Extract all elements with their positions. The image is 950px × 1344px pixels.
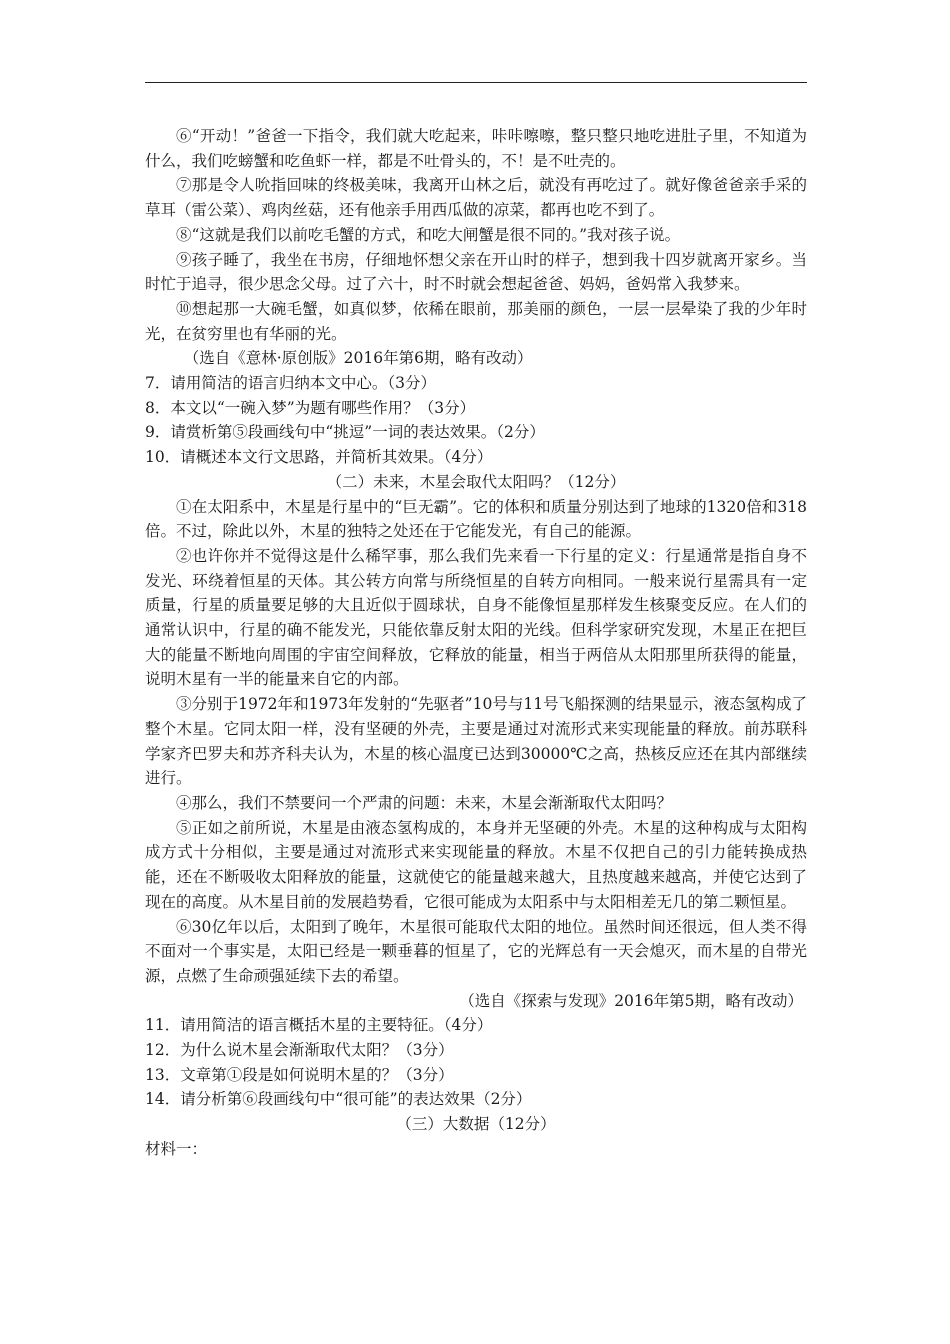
question: 10．请概述本文行文思路，并简析其效果。（4分） (145, 448, 493, 467)
question: 7．请用简洁的语言归纳本文中心。（3分） (145, 374, 436, 393)
paragraph: ①在太阳系中，木星是行星中的“巨无霸”。它的体积和质量分别达到了地球的1320倍和318倍。不过，除此以外，木星的独特之处还在于它能发光，有自己的能源。 (145, 497, 807, 541)
question: 13．文章第①段是如何说明木星的？（3分） (145, 1065, 454, 1084)
document-body (145, 124, 807, 1162)
question: 9．请赏析第⑤段画线句中“挑逗”一词的表达效果。（2分） (145, 423, 545, 442)
question: 8．本文以“一碗入梦”为题有哪些作用？（3分） (145, 398, 476, 417)
section-title: （三）大数据（12分） (396, 1115, 556, 1134)
paragraph: ②也许你并不觉得这是什么稀罕事，那么我们先来看一下行星的定义：行星通常是指自身不发光、环绕着恒星的天体。其公转方向常与所绕恒星的自转方向相同。一般来说行星需具有一定质量，行星的质量要足够的大且近似于圆球状，自身不能像恒星那样发生核聚变反应。在人们的通常认识中，行星的确不能发光，只能依靠反射太阳的光线。但科学家研究发现，木星正在把巨大的能量不断地向周围的宇宙空间释放，它释放的能量，相当于两倍从太阳那里所获得的能量，说明木星有一半的能量来自它的内部。 (145, 546, 807, 689)
question: 12．为什么说木星会渐渐取代太阳？（3分） (145, 1041, 454, 1060)
paragraph: ⑥30亿年以后，太阳到了晚年，木星很可能取代太阳的地位。虽然时间还很远，但人类不得不面对一个事实是，太阳已经是一颗垂暮的恒星了，它的光辉总有一天会熄灭，而木星的自带光源，点燃了生命顽强延续下去的希望。 (145, 917, 807, 985)
paragraph: ⑦那是令人吮指回味的终极美味，我离开山林之后，就没有再吃过了。就好像爸爸亲手采的草耳（雷公菜）、鸡肉丝菇，还有他亲手用西瓜做的凉菜，都再也吃不到了。 (145, 176, 807, 220)
question: 11．请用简洁的语言概括木星的主要特征。（4分） (145, 1016, 493, 1035)
paragraph: ⑩想起那一大碗毛蟹，如真似梦，依稀在眼前，那美丽的颜色，一层一层晕染了我的少年时光，在贫穷里也有华丽的光。 (145, 299, 807, 343)
section-title: （二）未来，木星会取代太阳吗？（12分） (326, 472, 626, 491)
paragraph: ⑤正如之前所说，木星是由液态氢构成的，本身并无坚硬的外壳。木星的这种构成与太阳构成方式十分相似，主要是通过对流形式来实现能量的释放。木星不仅把自己的引力能转换成热能，还在不断吸收太阳释放的能量，这就使它的能量越来越大，且热度越来越高，并使它达到了现在的高度。从木星目前的发展趋势看，它很可能成为太阳系中与太阳相差无几的第二颗恒星。 (145, 818, 807, 911)
paragraph: ⑧“这就是我们以前吃毛蟹的方式，和吃大闸蟹是很不同的。”我对孩子说。 (176, 225, 681, 244)
source-citation: （选自《意林·原创版》2016年第6期，略有改动） (183, 349, 533, 368)
header-rule (145, 82, 807, 83)
paragraph: ④那么，我们不禁要问一个严肃的问题：未来，木星会渐渐取代太阳吗？ (176, 793, 673, 812)
paragraph: ⑥“开动！”爸爸一下指令，我们就大吃起来，咔咔嚓嚓，整只整只地吃进肚子里，不知道为什么，我们吃螃蟹和吃鱼虾一样，都是不吐骨头的，不！是不吐壳的。 (145, 127, 807, 170)
question: 14．请分析第⑥段画线句中“很可能”的表达效果（2分） (145, 1090, 532, 1109)
material-label: 材料一： (145, 1139, 208, 1158)
source-citation: （选自《探索与发现》2016年第5期，略有改动） (459, 991, 803, 1010)
paragraph: ⑨孩子睡了，我坐在书房，仔细地怀想父亲在开山时的样子，想到我十四岁就离开家乡。当时忙于追寻，很少思念父母。过了六十，时不时就会想起爸爸、妈妈，爸妈常入我梦来。 (145, 250, 807, 294)
paragraph: ③分别于1972年和1973年发射的“先驱者”10号与11号飞船探测的结果显示，液态氢构成了整个木星。它同太阳一样，没有坚硬的外壳，主要是通过对流形式来实现能量的释放。前苏联科学家齐巴罗夫和苏齐科夫认为，木星的核心温度已达到30000℃之高，热核反应还在其内部继续进行。 (145, 695, 807, 788)
